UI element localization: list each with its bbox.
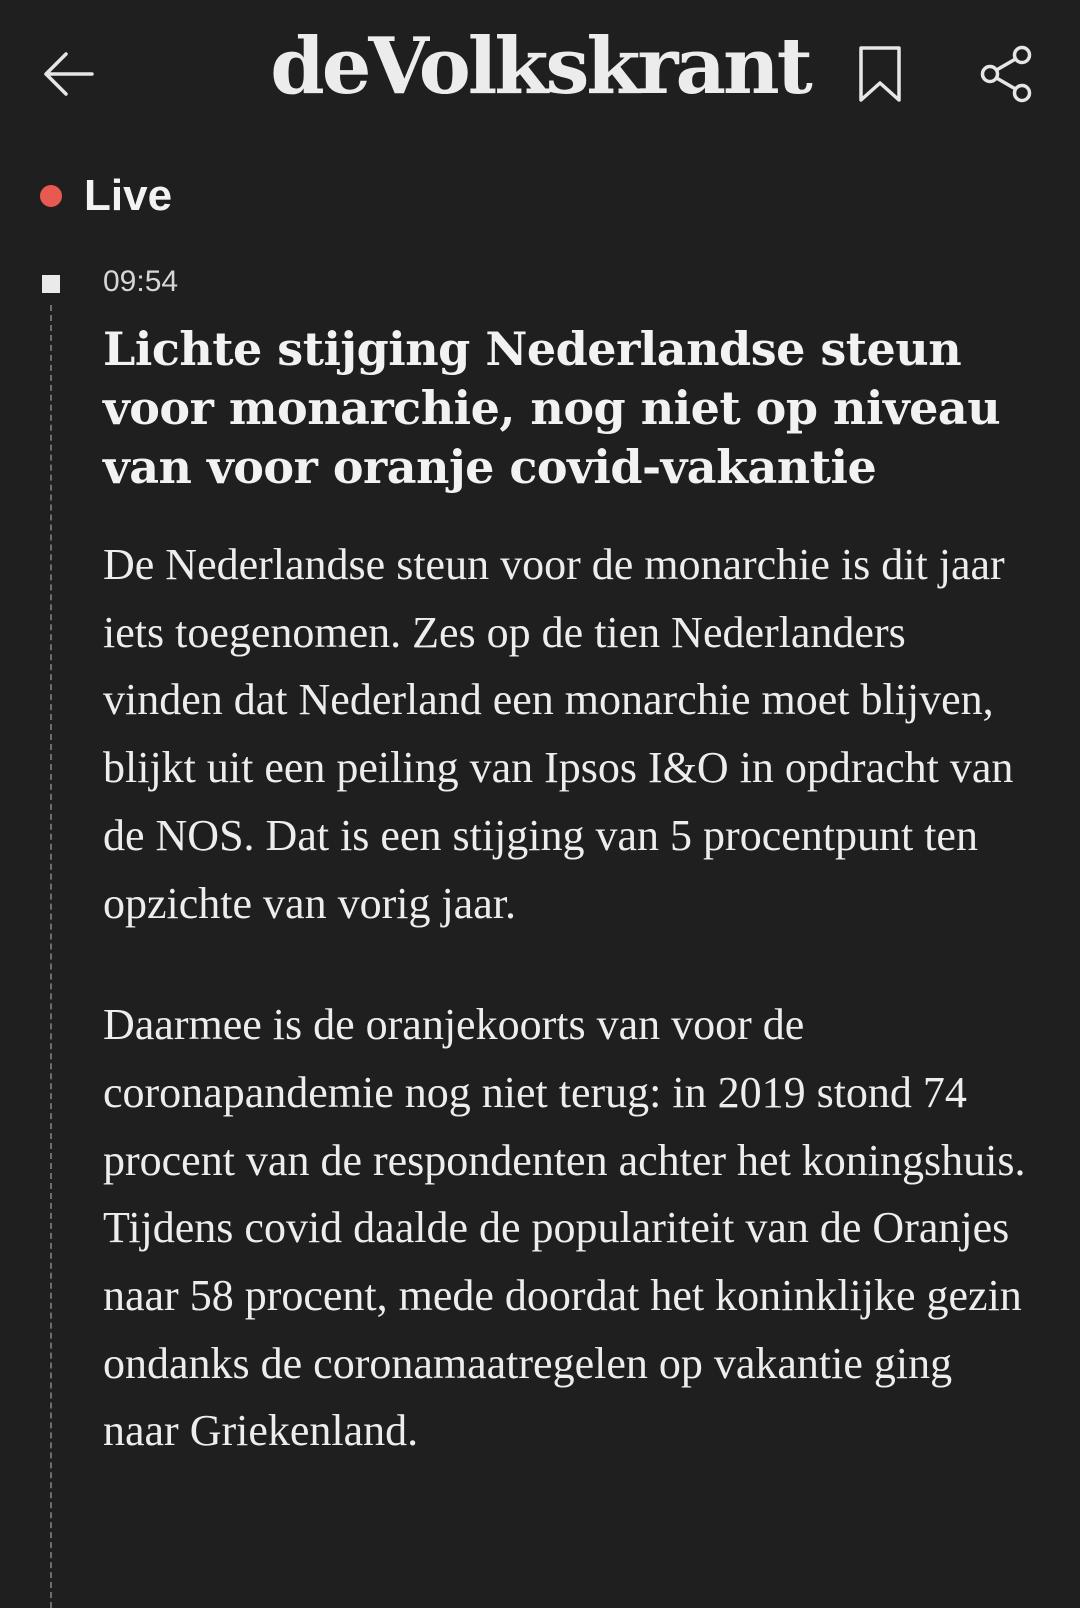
entry-timestamp: 09:54 bbox=[103, 265, 179, 298]
entry-headline: Lichte stijging Nederlandse steun voor monarchie, nog niet op niveau van voor oranje covid-vakantie bbox=[103, 322, 1001, 494]
live-entry bbox=[103, 262, 1033, 1465]
bookmark-icon bbox=[857, 45, 903, 103]
brand-logo: deVolkskrant bbox=[270, 21, 810, 112]
share-icon bbox=[979, 45, 1033, 103]
top-bar bbox=[0, 0, 1080, 150]
live-label: Live bbox=[84, 171, 173, 220]
entry-paragraph: De Nederlandse steun voor de monarchie is dit jaar iets toegenomen. Zes op de tien Nederlanders vinden dat Nederland een monarchie moet blijven, blijkt uit een peiling van Ipsos I&O in opdracht van de NOS. Dat is een stijging van 5 procentpunt ten opzichte van vorig jaar. bbox=[103, 540, 1014, 928]
timeline-line bbox=[50, 305, 52, 1608]
bookmark-button[interactable] bbox=[848, 40, 912, 108]
live-indicator bbox=[40, 168, 172, 224]
live-dot-icon bbox=[40, 185, 62, 207]
entry-paragraph: Daarmee is de oranjekoorts van voor de coronapandemie nog niet terug: in 2019 stond 74 procent van de respondenten achter het koningshuis. Tijdens covid daalde de populariteit van de Oranjes naar 58 procent, mede doordat het koninklijke gezin ondanks de coronamaatregelen op vakantie ging naar Griekenland. bbox=[103, 1000, 1026, 1456]
share-button[interactable] bbox=[972, 40, 1040, 108]
timeline-marker-icon bbox=[42, 275, 60, 293]
